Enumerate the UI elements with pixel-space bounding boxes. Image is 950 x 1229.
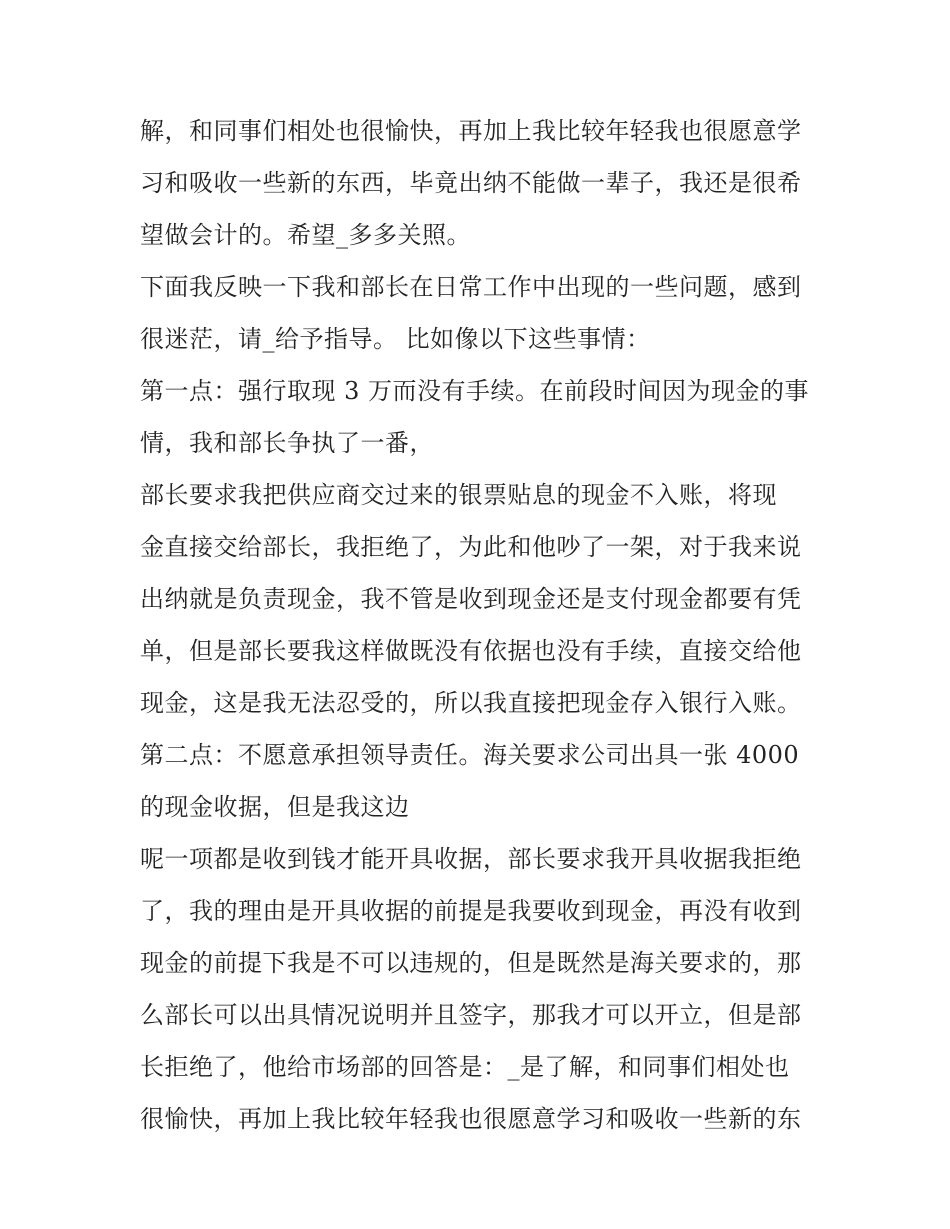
text-line: 的现金收据，但是我这边 (140, 793, 410, 821)
text-line: 金直接交给部长，我拒绝了，为此和他吵了一架，对于我来说 (140, 533, 802, 561)
text-line: 情，我和部长争执了一番， (140, 429, 434, 457)
text-line: 很愉快，再加上我比较年轻我也很愿意学习和吸收一些新的东 (140, 1105, 802, 1133)
text-line: 现金的前提下我是不可以违规的，但是既然是海关要求的，那 (140, 949, 802, 977)
text-line: 很迷茫，请_给予指导。 比如像以下这些事情： (140, 325, 651, 353)
text-line: 么部长可以出具情况说明并且签字，那我才可以开立，但是部 (140, 1001, 802, 1029)
text-line: 长拒绝了，他给市场部的回答是：_是了解，和同事们相处也 (140, 1053, 790, 1081)
text-line: 习和吸收一些新的东西，毕竟出纳不能做一辈子，我还是很希 (140, 169, 802, 197)
text-line: 解，和同事们相处也很愉快，再加上我比较年轻我也很愿意学 (140, 117, 802, 145)
text-line: 第二点：不愿意承担领导责任。海关要求公司出具一张 4000 (140, 741, 800, 769)
text-line: 第一点：强行取现 3 万而没有手续。在前段时间因为现金的事 (140, 377, 810, 405)
text-line: 现金，这是我无法忍受的，所以我直接把现金存入银行入账。 (140, 689, 802, 717)
body-text (140, 105, 820, 1145)
text-line: 部长要求我把供应商交过来的银票贴息的现金不入账，将现 (140, 481, 777, 509)
text-line: 出纳就是负责现金，我不管是收到现金还是支付现金都要有凭 (140, 585, 802, 613)
text-line: 望做会计的。希望_多多关照。 (140, 221, 471, 249)
text-line: 呢一项都是收到钱才能开具收据，部长要求我开具收据我拒绝 (140, 845, 802, 873)
text-line: 了，我的理由是开具收据的前提是我要收到现金，再没有收到 (140, 897, 802, 925)
text-line: 下面我反映一下我和部长在日常工作中出现的一些问题，感到 (140, 273, 802, 301)
text-line: 单，但是部长要我这样做既没有依据也没有手续，直接交给他 (140, 637, 802, 665)
